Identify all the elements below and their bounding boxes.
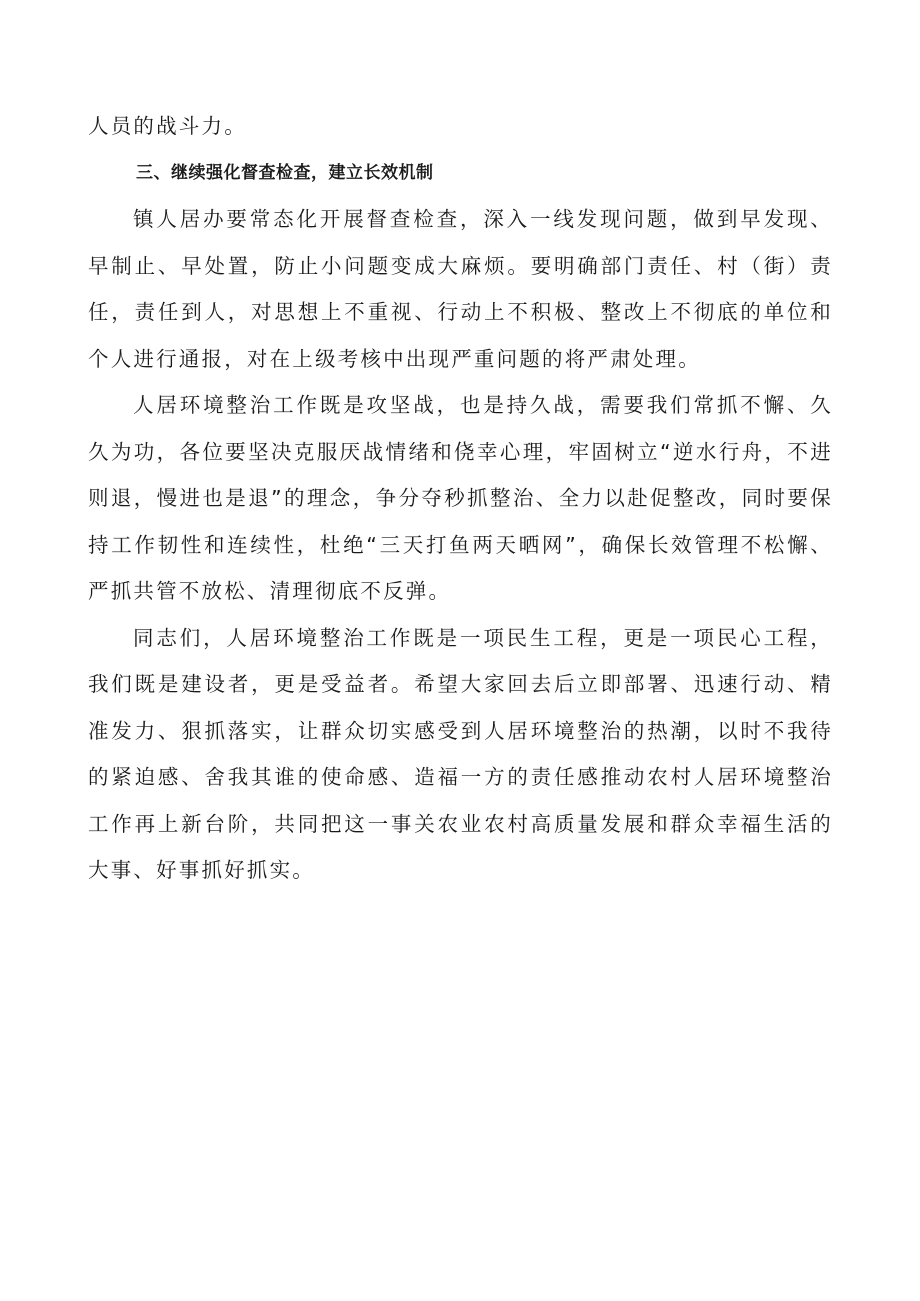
paragraph-closing: 同志们，人居环境整治工作既是一项民生工程，更是一项民心工程，我们既是建设者，更是受益者。希望大家回去后立即部署、迅速行动、精准发力、狠抓落实，让群众切实感受到人居环境整治的热潮，以时不我待的紧迫感、舍我其谁的使命感、造福一方的责任感推动农村人居环境整治工作再上新台阶，共同把这一事关农业农村高质量发展和群众幸福生活的大事、好事抓好抓实。 [88, 625, 833, 882]
continuation-text: 人员的战斗力。 [88, 114, 247, 138]
document-body [88, 103, 833, 894]
paragraph-supervision: 镇人居办要常态化开展督查检查，深入一线发现问题，做到早发现、早制止、早处置，防止小问题变成大麻烦。要明确部门责任、村（街）责任，责任到人，对思想上不重视、行动上不积极、整改上不彻底的单位和个人进行通报，对在上级考核中出现严重问题的将严肃处理。 [88, 207, 833, 371]
section-heading: 三、继续强化督查检查，建立长效机制 [136, 162, 434, 183]
paragraph-persistence: 人居环境整治工作既是攻坚战，也是持久战，需要我们常抓不懈、久久为功，各位要坚决克服厌战情绪和侥幸心理，牢固树立“逆水行舟，不进则退，慢进也是退”的理念，争分夺秒抓整治、全力以赴促整改，同时要保持工作韧性和连续性，杜绝“三天打鱼两天晒网”，确保长效管理不松懈、严抓共管不放松、清理彻底不反弹。 [88, 393, 833, 603]
